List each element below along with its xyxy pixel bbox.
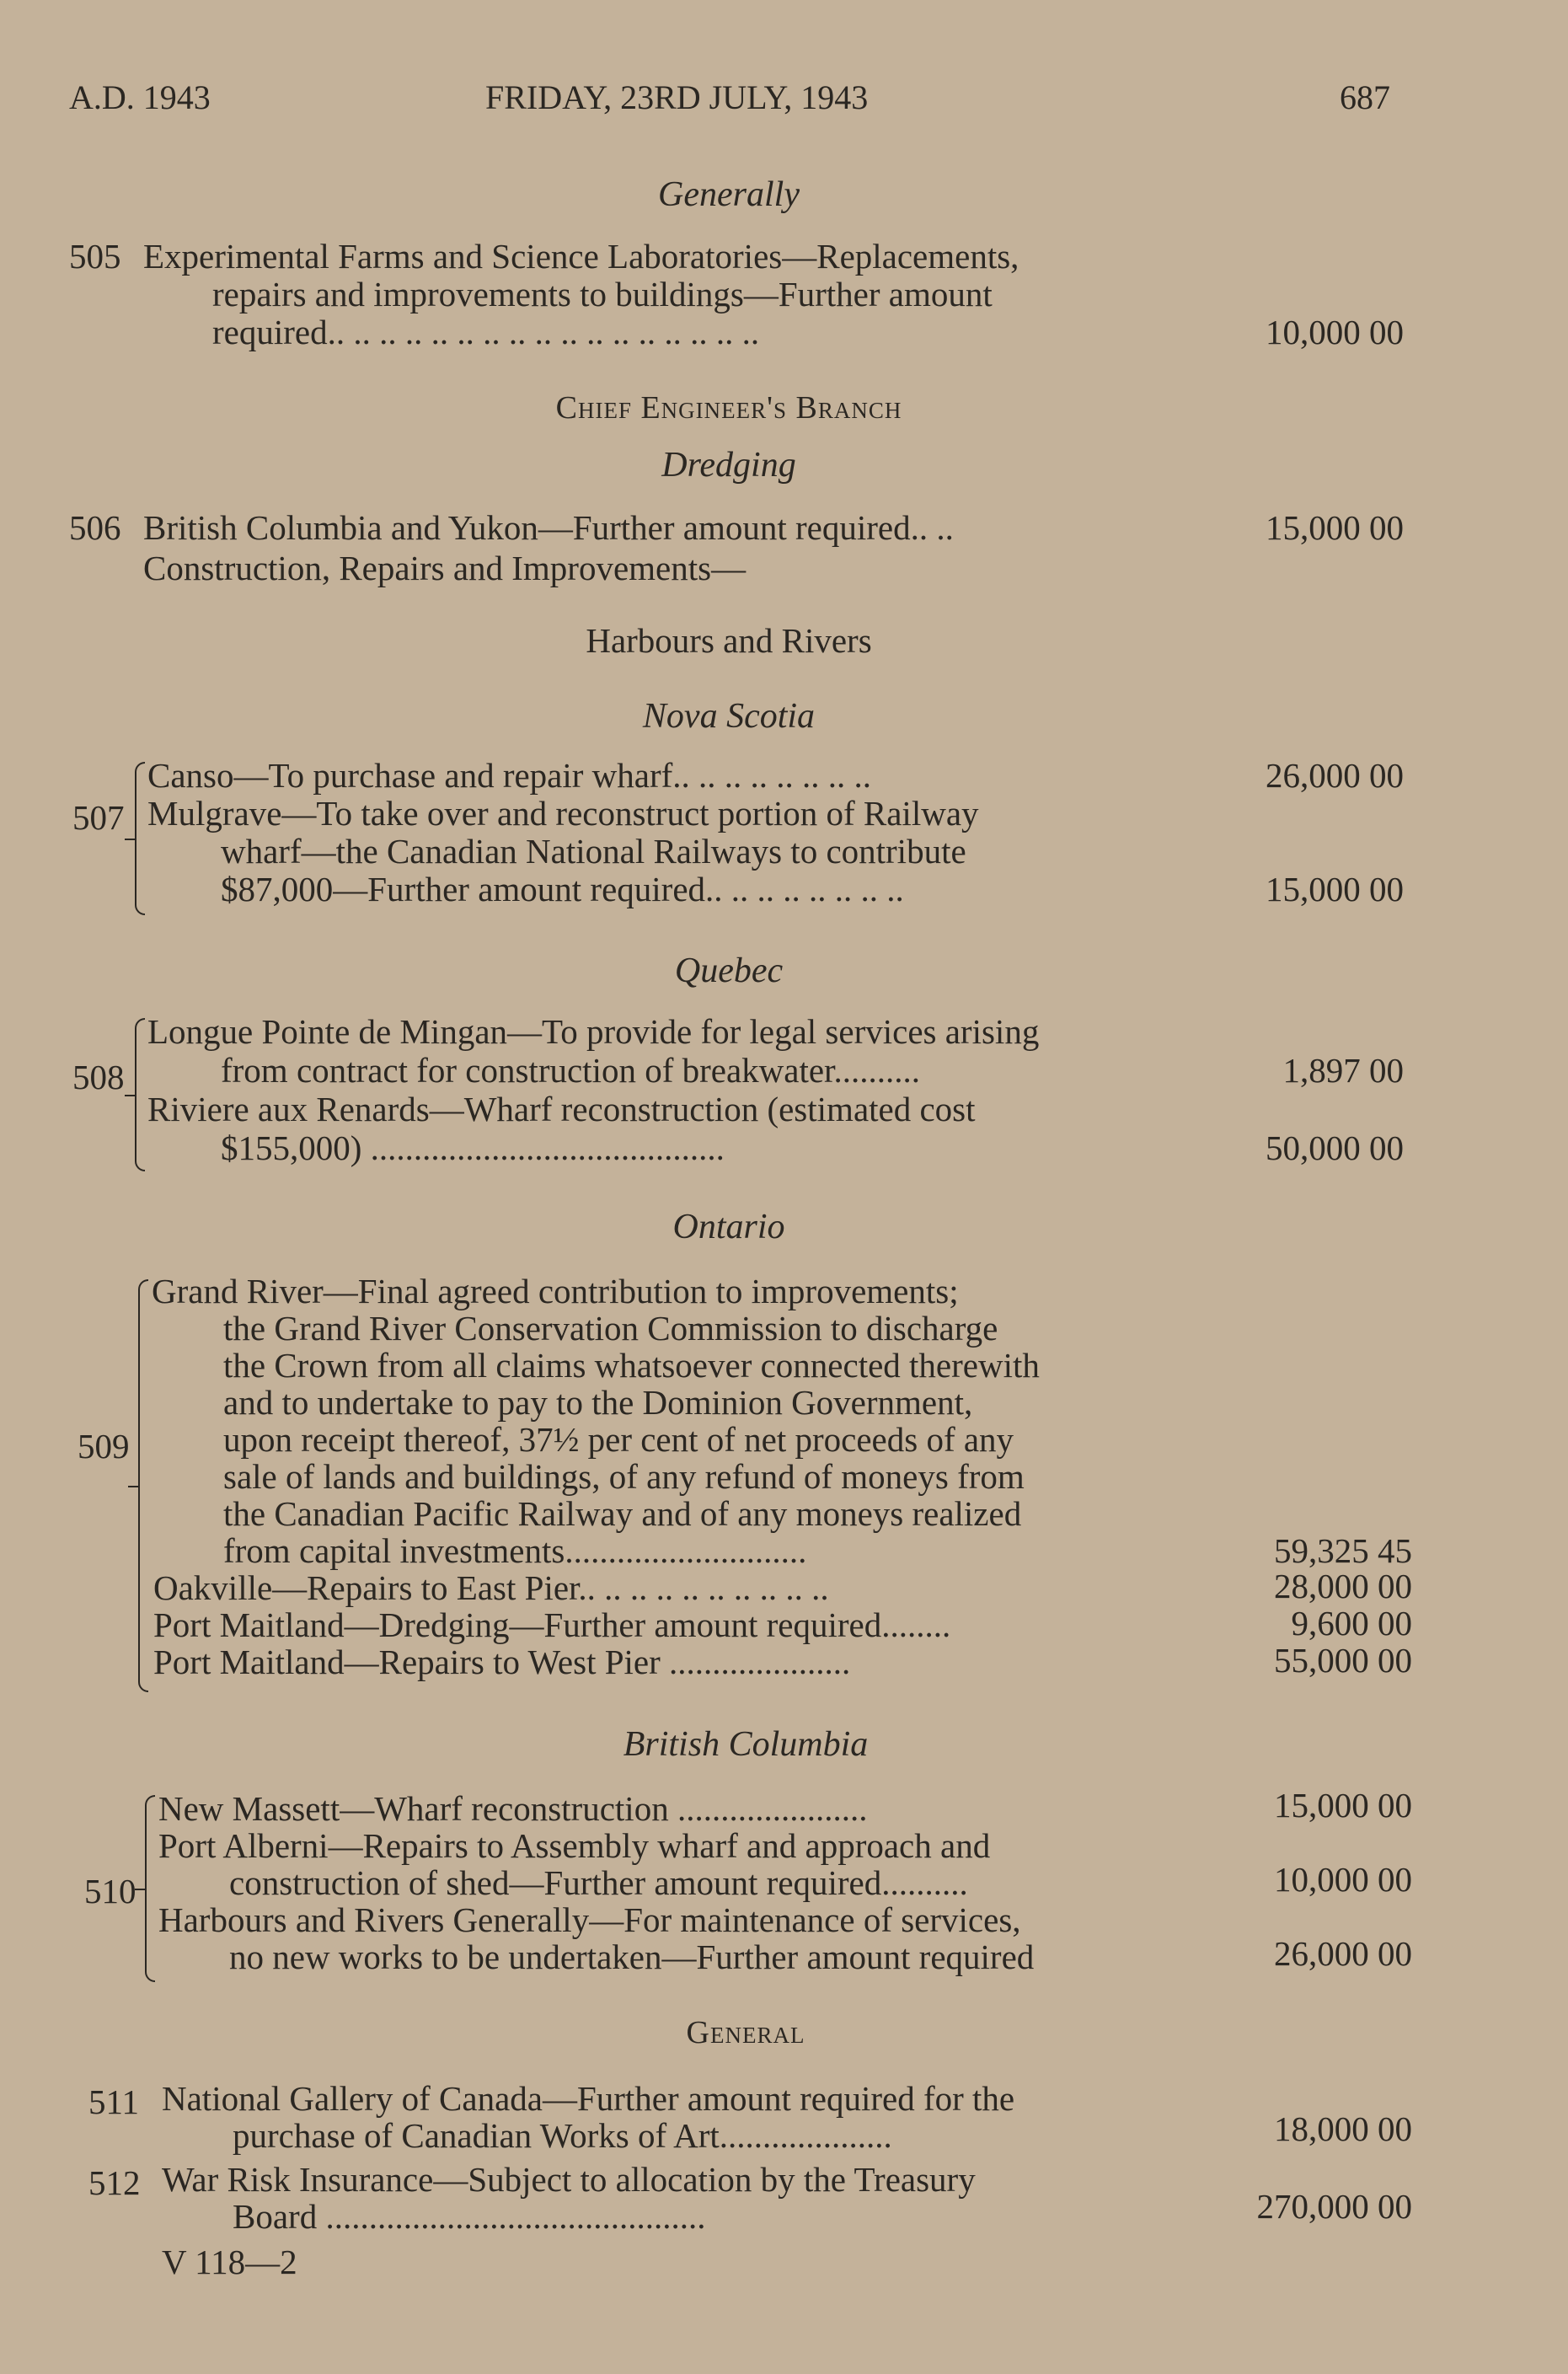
section-harbours-rivers: Harbours and Rivers: [586, 621, 872, 660]
section-general: General: [686, 2015, 805, 2050]
item-508-brace: [135, 1018, 145, 1171]
section-chief-engineer: Chief Engineer's Branch: [555, 390, 902, 426]
header-page-number: 687: [1340, 78, 1390, 116]
item-509-amount-2: 28,000 00: [1274, 1567, 1412, 1605]
header-date: FRIDAY, 23RD JULY, 1943: [485, 78, 869, 116]
header-year: A.D. 1943: [69, 78, 211, 116]
item-511-amount: 18,000 00: [1274, 2109, 1412, 2148]
item-505-line-3: required.. .. .. .. .. .. .. .. .. .. .. .. .. .. .. .. ..: [212, 313, 760, 351]
item-509-number: 509: [78, 1427, 130, 1466]
item-509-amount-4: 55,000 00: [1274, 1641, 1412, 1680]
item-506-line-1: British Columbia and Yukon—Further amount required.. ..: [143, 508, 954, 547]
item-510-line-4: Harbours and Rivers Generally—For maintenance of services,: [158, 1900, 1021, 1939]
item-508-amount-2: 50,000 00: [1266, 1128, 1404, 1167]
item-506-number: 506: [69, 508, 121, 547]
item-509-line-2: the Grand River Conservation Commission to discharge: [223, 1309, 998, 1348]
item-510-line-1: New Massett—Wharf reconstruction ......................: [158, 1789, 868, 1828]
item-507-amount-2: 15,000 00: [1266, 870, 1404, 908]
item-511-line-1: National Gallery of Canada—Further amount required for the: [162, 2079, 1015, 2118]
item-512-line-1: War Risk Insurance—Subject to allocation by the Treasury: [162, 2160, 976, 2199]
item-510-amount-2: 10,000 00: [1274, 1860, 1412, 1899]
item-508-line-1: Longue Pointe de Mingan—To provide for legal services arising: [147, 1012, 1040, 1051]
item-509-line-1: Grand River—Final agreed contribution to improvements;: [152, 1272, 959, 1310]
item-508-line-2: from contract for construction of breakwater..........: [221, 1051, 920, 1090]
item-509-amount-1: 59,325 45: [1274, 1531, 1412, 1570]
item-509-line-9: Oakville—Repairs to East Pier.. .. .. .. .. .. .. .. .. ..: [153, 1568, 829, 1607]
item-509-brace: [138, 1279, 148, 1692]
item-512-amount: 270,000 00: [1256, 2187, 1412, 2226]
item-508-line-4: $155,000) .........................................: [221, 1128, 725, 1167]
item-509-line-11: Port Maitland—Repairs to West Pier .....................: [153, 1643, 851, 1681]
section-quebec: Quebec: [674, 951, 784, 990]
item-507-line-4: $87,000—Further amount required.. .. .. .. .. .. .. ..: [221, 870, 904, 908]
item-507-line-1: Canso—To purchase and repair wharf.. .. .. .. .. .. .. ..: [147, 756, 872, 795]
item-505-line-2: repairs and improvements to buildings—Further amount: [212, 275, 993, 313]
item-510-line-2: Port Alberni—Repairs to Assembly wharf and approach and: [158, 1826, 991, 1865]
item-507-line-3: wharf—the Canadian National Railways to contribute: [221, 832, 966, 871]
item-508-line-3: Riviere aux Renards—Wharf reconstruction (estimated cost: [147, 1090, 976, 1128]
item-509-line-10: Port Maitland—Dredging—Further amount required........: [153, 1605, 951, 1644]
item-512-number: 512: [88, 2163, 141, 2202]
item-508-number: 508: [72, 1058, 125, 1096]
item-510-amount-3: 26,000 00: [1274, 1934, 1412, 1973]
item-509-line-6: sale of lands and buildings, of any refund of moneys from: [223, 1457, 1025, 1496]
section-british-columbia: British Columbia: [623, 1725, 869, 1764]
item-510-line-3: construction of shed—Further amount required..........: [229, 1863, 968, 1902]
section-ontario: Ontario: [672, 1208, 785, 1246]
item-509-line-8: from capital investments............................: [223, 1531, 807, 1570]
item-505-amount: 10,000 00: [1266, 313, 1404, 351]
section-dredging: Dredging: [661, 446, 796, 485]
item-510-line-5: no new works to be undertaken—Further amount required: [229, 1937, 1035, 1976]
item-509-line-3: the Crown from all claims whatsoever connected therewith: [223, 1346, 1040, 1385]
item-510-amount-1: 15,000 00: [1274, 1786, 1412, 1825]
item-511-number: 511: [88, 2082, 139, 2121]
section-nova-scotia: Nova Scotia: [642, 697, 816, 736]
item-509-amount-3: 9,600 00: [1291, 1604, 1412, 1643]
item-509-line-4: and to undertake to pay to the Dominion Government,: [223, 1383, 973, 1422]
item-507-amount-1: 26,000 00: [1266, 756, 1404, 795]
item-510-brace: [145, 1795, 155, 1982]
item-512-line-2: Board ............................................: [233, 2197, 706, 2236]
item-506-amount: 15,000 00: [1266, 508, 1404, 547]
item-507-brace: [135, 762, 145, 915]
item-508-amount-1: 1,897 00: [1282, 1051, 1404, 1090]
item-505-line-1: Experimental Farms and Science Laboratories—Replacements,: [143, 237, 1019, 276]
item-509-line-7: the Canadian Pacific Railway and of any moneys realized: [223, 1494, 1022, 1533]
item-509-line-5: upon receipt thereof, 37½ per cent of net proceeds of any: [223, 1420, 1014, 1459]
item-506-line-2: Construction, Repairs and Improvements—: [143, 549, 747, 587]
item-507-number: 507: [72, 798, 125, 837]
item-511-line-2: purchase of Canadian Works of Art....................: [233, 2116, 892, 2155]
item-507-line-2: Mulgrave—To take over and reconstruct portion of Railway: [147, 794, 979, 833]
section-generally: Generally: [658, 175, 800, 214]
item-510-number: 510: [84, 1872, 136, 1910]
item-505-number: 505: [69, 237, 121, 276]
footer-signature: V 118—2: [162, 2243, 297, 2281]
